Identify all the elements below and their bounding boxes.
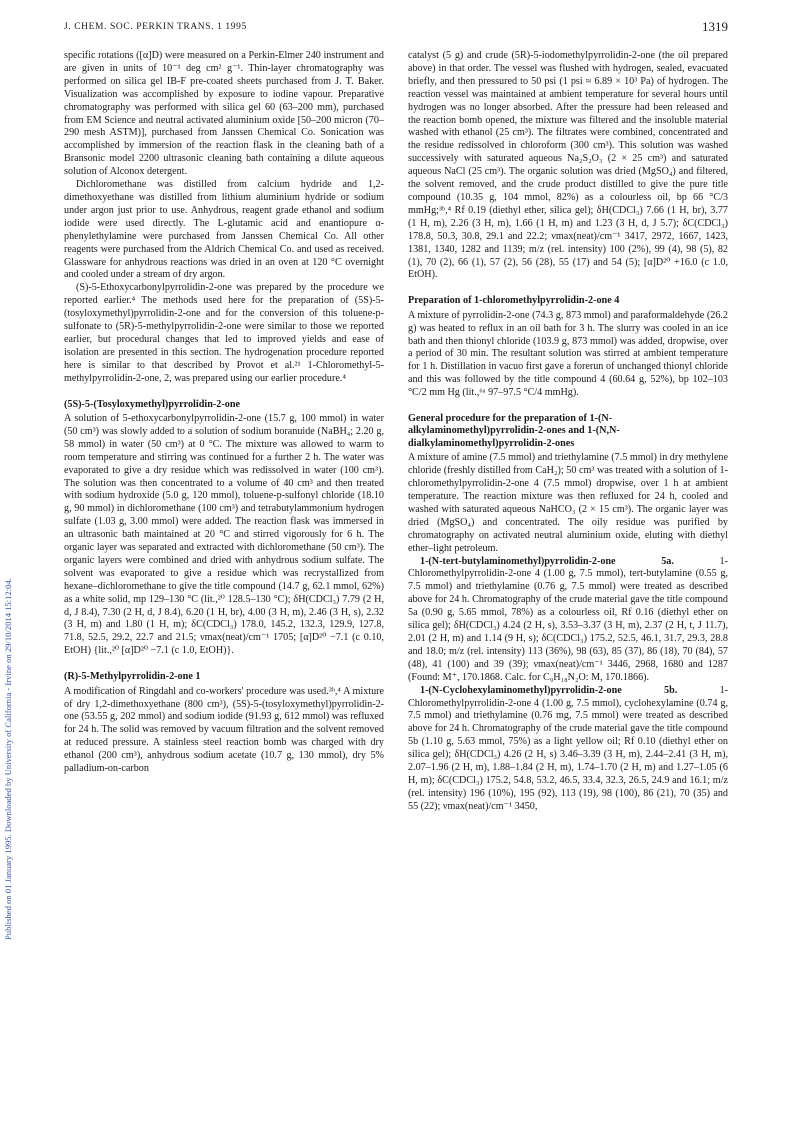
section-heading-tosyloxymethyl: (5S)-5-(Tosyloxymethyl)pyrrolidin-2-one	[64, 398, 241, 410]
right-column	[408, 50, 728, 814]
compound-5a-text: 1-Chloromethylpyrrolidin-2-one 4 (1.00 g, 7.5 mmol), tert-butylamine (0.55 g, 7.5 mmol) and triethylamine (0.76 g, 7.5 mmol) were treated as described above for 24 h. Chromatography of the crude material gave the title compound 5a (0.90 g, 5.65 mmol, 78%) as a colourless oil, Rf 0.16 (diethyl ether on silica gel); δH(CDCl₃) 4.24 (2 H, s), 3.53–3.37 (3 H, m), 2.37 (2 H, t, J 11.7), 2.01 (2 H, m) and 1.14 (9 H, s); δC(CDCl₃) 175.2, 52.5, 46.1, 31.7, 29.3, 28.8 and 18.0; m/z (rel. intensity) 113 (36%), 98 (63), 85 (37), 86 (18), 70 (84), 57 (48), 41 (100) and 39 (39); νmax(neat)/cm⁻¹ 3446, 2968, 1680 and 1287 (Found: M⁺, 170.1868. Calc. for C₉H₁₈N₂O: M, 170.1866).	[408, 555, 728, 683]
paragraph-chloromethyl-procedure: A mixture of pyrrolidin-2-one (74.3 g, 873 mmol) and paraformaldehyde (26.2 g) was heated to reflux in an oil bath for 3 h. The slurry was cooled in an ice bath and then thionyl chloride (103.9 g, 873 mmol) was added, dropwise, over a period of 30 min. The resultant solution was stirred at ambient temperature for 1 h. Distillation in vacuo first gave a forerun of unchanged thionyl chloride and this was followed by the title compound 4 (60.64 g, 52%), bp 102–103 °C/2 mm Hg (lit.,⁶ᵃ 97–97.5 °C/4 mmHg).	[408, 309, 728, 399]
compound-5a-title: 1-(N-tert-butylaminomethyl)pyrrolidin-2-one 5a.	[420, 555, 674, 567]
paragraph-hydrogenation: catalyst (5 g) and crude (5R)-5-iodomethylpyrrolidin-2-one (the oil prepared above) in that order. The vessel was flushed with hydrogen, sealed, evacuated briefly, and then pressured to 50 psi (1 psi ≈ 6.89 × 10³ Pa) of hydrogen. The reaction vessel was maintained at ambient temperature for several hours until hydrogen was no longer absorbed. After the pressure had been released and the reaction bomb opened, the mixture was filtered and the insoluble material washed with ethanol (25 cm³). The filtrates were combined, concentrated and the residue redissolved in chloroform (300 cm³). This solution was washed successively with saturated aqueous Na₂S₂O₃ (2 × 25 cm³) and saturated aqueous NaCl (25 cm³). The organic solution was dried (MgSO₄) and filtered, the solvent removed, and the crude product distilled to give the pure title compound (10.35 g, 104 mmol, 82%) as a colourless oil, bp 66 °C/3 mmHg;³ᵇ,⁴ Rf 0.19 (diethyl ether, silica gel); δH(CDCl₃) 7.66 (1 H, br), 3.77 (1 H, m), 2.26 (3 H, m), 1.66 (1 H, m) and 1.23 (3 H, d, J 5.7); δC(CDCl₃) 178.8, 50.3, 30.8, 29.1 and 22.2; νmax(neat)/cm⁻¹ 3417, 2972, 1667, 1423, 1381, 1340, 1282 and 1139; m/z (rel. intensity) 100 (2%), 99 (4), 98 (5), 82 (1), 70 (2), 66 (1), 57 (2), 56 (28), 55 (17) and 54 (5); [α]D²⁰ +16.0 (c 1.0, EtOH).	[408, 50, 728, 281]
journal-citation: J. CHEM. SOC. PERKIN TRANS. 1 1995	[64, 22, 247, 32]
paragraph-tosyloxymethyl-procedure: A solution of 5-ethoxycarbonylpyrrolidin-2-one (15.7 g, 100 mmol) in water (50 cm³) was slowly added to a solution of sodium boranuide (NaBH₄; 2.20 g, 58 mmol) in water (50 cm³) at 0 °C. The mixture was allowed to warm to room temperature and stirring was continued for a further 2 h. The water was evaporated to give a dry residue which was redissolved in water (100 cm³). The solution was then concentrated to a volume of 40 cm³ and then treated with sodium hydroxide (5.0 g, 120 mmol), toluene-p-sulfonyl chloride (18.10 g, 90 mmol) in dichloromethane (100 cm³) and tetrabutylammonium hydrogen sulfate (1.03 g, 3.00 mmol) were added. The reaction flask was immersed in an ultrasonic bath maintained at 20 °C and stirred vigorously for 6 h. The organic layer was separated and extracted with dichloromethane (50 cm³). The organic layers were combined and dried with anhydrous sodium sulfate. The solvent was evaporated to give a residue which was recrystallized from hexane–dichloromethane to give the title compound (14.7 g, 62.1 mmol, 62%) as a white solid, mp 129–130 °C (lit.,²⁰ 128.5–130 °C); δH(CDCl₃) 7.79 (2 H, d, J 8.4), 7.30 (2 H, d, J 8.4), 6.20 (1 H, br), 4.00 (3 H, m), 2.46 (3 H, s), 2.32 (3 H, m) and 1.80 (1 H, m); δC(CDCl₃) 178.0, 145.2, 132.3, 129.9, 127.8, 71.8, 52.5, 29.2, 22.7 and 21.5; νmax(neat)/cm⁻¹ 1705; [α]D²⁰ −7.1 (c 0.10, EtOH) {lit.,²⁰ [α]D²⁰ −7.1 (c 1.0, EtOH)}.	[64, 412, 384, 657]
download-watermark[interactable]: Published on 01 January 1995. Downloaded by University of California - Irvine on 29/10/2014 15:12:04.	[3, 578, 13, 940]
running-header	[64, 19, 728, 42]
paragraph-general-procedure: A mixture of amine (7.5 mmol) and triethylamine (7.5 mmol) in dry methylene chloride (freshly distilled from CaH₂); 50 cm³ was treated with a solution of 1-chloromethylpyrrolidin-2-one 4 (7.5 mmol) dropwise, over 1 h at ambient temperature. The reaction mixture was then refluxed for 24 h, cooled and washed with saturated aqueous NaHCO₃ (2 × 15 cm³). The organic layer was dried (MgSO₄) and concentrated. The oily residue was purified by chromatography on activated neutral aluminium oxide, eluting with diethyl ether–light petroleum.	[408, 452, 728, 554]
paragraph-methylpyrrolidinone-procedure: A modification of Ringdahl and co-workers' procedure was used.³ᵇ,⁴ A mixture of dry 1,2-dimethoxyethane (800 cm³), (5S)-5-(tosyloxymethyl)pyrrolidin-2-one (53.55 g, 202 mmol) and sodium iodide (91.93 g, 612 mmol) was refluxed for 24 h. The solid was removed by vacuum filtration and the solvent removed at reduced pressure. A stainless steel reaction bomb was charged with dry ethanol (200 cm³), anhydrous sodium acetate (10.7 g, 130 mmol), dry 5% palladium-on-carbon	[64, 685, 384, 775]
compound-5b-text: 1-Chloromethylpyrrolidin-2-one 4 (1.00 g, 7.5 mmol), cyclohexylamine (0.74 g, 7.5 mmol) and triethylamine (0.76 mg, 7.5 mmol) were treated as described above for 24 h. Chromatography of the crude material gave the title compound 5b (1.10 g, 5.63 mmol, 75%) as a light yellow oil; Rf 0.10 (diethyl ether on silica gel); δH(CDCl₃) 4.26 (2 H, s) 3.46–3.39 (3 H, m), 2.44–2.41 (3 H, m), 2.07–1.96 (2 H, m), 1.88–1.84 (2 H, m), 1.74–1.70 (2 H, m) and 1.27–1.05 (6 H, m); δC(CDCl₃) 175.2, 54.8, 53.2, 46.5, 33.4, 32.3, 26.5, 24.9 and 16.1; m/z (rel. intensity) 196 (10%), 195 (92), 113 (19), 98 (100), 86 (21), 70 (35) and 55 (22); νmax(neat)/cm⁻¹ 3450,	[408, 684, 728, 812]
paragraph-methods: (S)-5-Ethoxycarbonylpyrrolidin-2-one was prepared by the procedure we reported earlier.⁴ The methods used here for the preparation of (5S)-5-(tosyloxymethyl)pyrrolidin-2-one and for the conversion of this toluene-p-sulfonate to (5R)-5-methylpyrrolidin-2-one were similar to those we reported earlier, but procedural changes that led to improved yields and ease of isolation are presented in this section. The hydrogenation procedure reported here is similar to that described by Provot et al.²¹ 1-Chloromethyl-5-methylpyrrolidin-2-one, 2, was prepared using our earlier procedure.⁴	[64, 282, 384, 384]
section-heading-methylpyrrolidinone: (R)-5-Methylpyrrolidin-2-one 1	[64, 671, 201, 683]
section-heading-general-procedure: General procedure for the preparation of 1-(N-alkylaminomethyl)pyrrolidin-2-ones and 1-(N,N-dialkylaminomethyl)pyrrolidin-2-ones	[408, 413, 620, 449]
page-number: 1319	[702, 19, 728, 34]
section-heading-chloromethyl: Preparation of 1-chloromethylpyrrolidin-2-one 4	[408, 295, 620, 307]
paragraph-solvents: Dichloromethane was distilled from calcium hydride and 1,2-dimethoxyethane was distilled from lithium aluminium hydride or sodium under argon just prior to use. Anhydrous, reagent grade ethanol and sodium iodide were used directly. The L-glutamic acid and enantiopure α-phenylethylamine were purchased from Janssen Chemical Co. All other reagents were purchased from the Aldrich Chemical Co. and used as received. Glassware for anhydrous reactions was dried in an oven at 120 °C overnight and cooled under a stream of dry argon.	[64, 179, 384, 281]
paragraph-compound-5b	[408, 685, 728, 814]
compound-5b-title: 1-(N-Cyclohexylaminomethyl)pyrrolidin-2-one 5b.	[420, 684, 678, 696]
paragraph-compound-5a	[408, 556, 728, 685]
left-column	[64, 50, 384, 776]
paragraph-instruments: specific rotations ([α]D) were measured on a Perkin-Elmer 240 instrument and are given in units of 10⁻¹ deg cm² g⁻¹. Thin-layer chromatography was performed on silica gel IB-F pre-coated sheets purchased from J. T. Baker. Visualization was accomplished by exposure to iodine vapour. Preparative chromatography was performed with silica gel 60 (63–200 mm), purchased from EM Science and neutral activated aluminium oxide [50–200 micron (70–290 mesh ASTM)], purchased from Janssen Chemical Co. Sonication was accomplished by immersion of the reaction flask in the cleaning bath of a Bransonic model 2200 ultrasonic cleaning bath containing a dilute aqueous solution of Alconox detergent.	[64, 50, 384, 178]
